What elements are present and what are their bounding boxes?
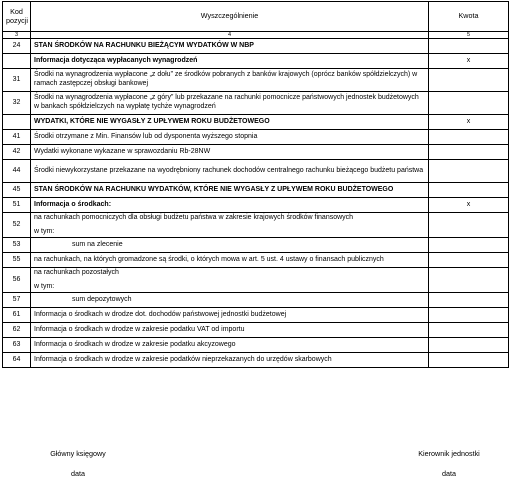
amount-cell[interactable] [429, 353, 509, 368]
table-row [3, 353, 509, 368]
table-row [3, 115, 509, 130]
row-code: 41 [3, 130, 31, 145]
table-row [3, 69, 509, 92]
row-code: 61 [3, 308, 31, 323]
col-number: 3 [3, 32, 31, 39]
amount-cell[interactable] [429, 183, 509, 198]
row-description: Środki na wynagrodzenia wypłacone „z góry” lub przekazane na rachunki pomocnicze państwowych jednostek budżetowych w bankach spółdzielczych na wypłatę tychże wynagrodzeń [31, 92, 429, 115]
row-code [3, 54, 31, 69]
row-code: 63 [3, 338, 31, 353]
amount-cell[interactable] [429, 213, 509, 238]
table-row [3, 145, 509, 160]
row-description-text: na rachunkach pomocniczych dla obsługi budżetu państwa w zakresie krajowych środków finansowych [34, 214, 354, 221]
row-description: Środki na wynagrodzenia wypłacone „z dołu” ze środków pobranych z banków krajowych (oprócz banków spółdzielczych) w ramach zastępczej obsługi bankowej [31, 69, 429, 92]
header-code: Kod pozycji [3, 2, 31, 32]
table-row [3, 338, 509, 353]
amount-cell: x [429, 54, 509, 69]
row-code: 56 [3, 268, 31, 293]
report-table [2, 1, 509, 368]
header-amount: Kwota [429, 2, 509, 32]
row-description: Informacja o środkach w drodze w zakresie podatków nieprzekazanych do urzędów skarbowych [31, 353, 429, 368]
chief-accountant-title: Główny księgowy [50, 449, 106, 458]
row-code: 45 [3, 183, 31, 198]
row-description: Informacja o środkach w drodze w zakresie podatku VAT od importu [31, 323, 429, 338]
row-code: 55 [3, 253, 31, 268]
header-row [3, 2, 509, 32]
row-description-text: sum na zlecenie [72, 240, 123, 248]
row-description: STAN ŚRODKÓW NA RACHUNKU WYDATKÓW, KTÓRE NIE WYGASŁY Z UPŁYWEM ROKU BUDŻETOWEGO [31, 183, 429, 198]
column-number-row [3, 32, 509, 39]
table-row [3, 54, 509, 69]
row-description: na rachunkach, na których gromadzone są środki, o których mowa w art. 5 ust. 4 ustawy o finansach publicznych [31, 253, 429, 268]
table-row [3, 39, 509, 54]
row-description: Środki niewykorzystane przekazane na wyodrębniony rachunek dochodów centralnego rachunku bieżącego budżetu państwa [31, 160, 429, 183]
table-row [3, 183, 509, 198]
row-description: Środki otrzymane z Min. Finansów lub od dysponenta wyższego stopnia [31, 130, 429, 145]
amount-cell: x [429, 115, 509, 130]
col-number: 5 [429, 32, 509, 39]
table-row [3, 238, 509, 253]
amount-cell[interactable] [429, 268, 509, 293]
row-code: 64 [3, 353, 31, 368]
unit-head-title: Kierownik jednostki [418, 449, 480, 458]
table-row [3, 293, 509, 308]
header-description: Wyszczególnienie [31, 2, 429, 32]
row-code [3, 115, 31, 130]
col-number: 4 [31, 32, 429, 39]
row-code: 51 [3, 198, 31, 213]
unit-head-date-label: data [442, 469, 456, 478]
amount-cell[interactable] [429, 145, 509, 160]
row-description-text: na rachunkach pozostałych [34, 269, 119, 277]
row-code: 53 [3, 238, 31, 253]
row-subnote: w tym: [34, 227, 55, 235]
row-description [31, 213, 429, 238]
amount-cell[interactable] [429, 69, 509, 92]
amount-cell[interactable] [429, 92, 509, 115]
amount-cell[interactable] [429, 238, 509, 253]
row-code: 52 [3, 213, 31, 238]
amount-cell[interactable] [429, 39, 509, 54]
row-code: 44 [3, 160, 31, 183]
row-description: WYDATKI, KTÓRE NIE WYGASŁY Z UPŁYWEM ROKU BUDŻETOWEGO [31, 115, 429, 130]
row-code: 32 [3, 92, 31, 115]
table-row [3, 213, 509, 238]
amount-cell: x [429, 198, 509, 213]
row-description: Informacja dotycząca wypłacanych wynagrodzeń [31, 54, 429, 69]
row-code: 24 [3, 39, 31, 54]
row-description [31, 268, 429, 293]
row-code: 57 [3, 293, 31, 308]
row-subnote: w tym: [34, 282, 55, 290]
amount-cell[interactable] [429, 130, 509, 145]
amount-cell[interactable] [429, 308, 509, 323]
table-row [3, 130, 509, 145]
table-row [3, 308, 509, 323]
amount-cell[interactable] [429, 253, 509, 268]
row-description-text: sum depozytowych [72, 296, 132, 304]
chief-accountant-date-label: data [71, 469, 85, 478]
amount-cell[interactable] [429, 323, 509, 338]
row-description: Wydatki wykonane wykazane w sprawozdaniu Rb-28NW [31, 145, 429, 160]
table-row [3, 160, 509, 183]
amount-cell[interactable] [429, 160, 509, 183]
row-code: 31 [3, 69, 31, 92]
row-description: Informacja o środkach w drodze dot. dochodów państwowej jednostki budżetowej [31, 308, 429, 323]
row-description: STAN ŚRODKÓW NA RACHUNKU BIEŻĄCYM WYDATKÓW W NBP [31, 39, 429, 54]
row-description [31, 293, 429, 308]
row-description: Informacja o środkach w drodze w zakresie podatku akcyzowego [31, 338, 429, 353]
table-row [3, 323, 509, 338]
table-row [3, 268, 509, 293]
row-description [31, 238, 429, 253]
row-code: 42 [3, 145, 31, 160]
table-row [3, 92, 509, 115]
table-row [3, 253, 509, 268]
amount-cell[interactable] [429, 293, 509, 308]
amount-cell[interactable] [429, 338, 509, 353]
row-description: Informacja o środkach: [31, 198, 429, 213]
table-row [3, 198, 509, 213]
row-code: 62 [3, 323, 31, 338]
